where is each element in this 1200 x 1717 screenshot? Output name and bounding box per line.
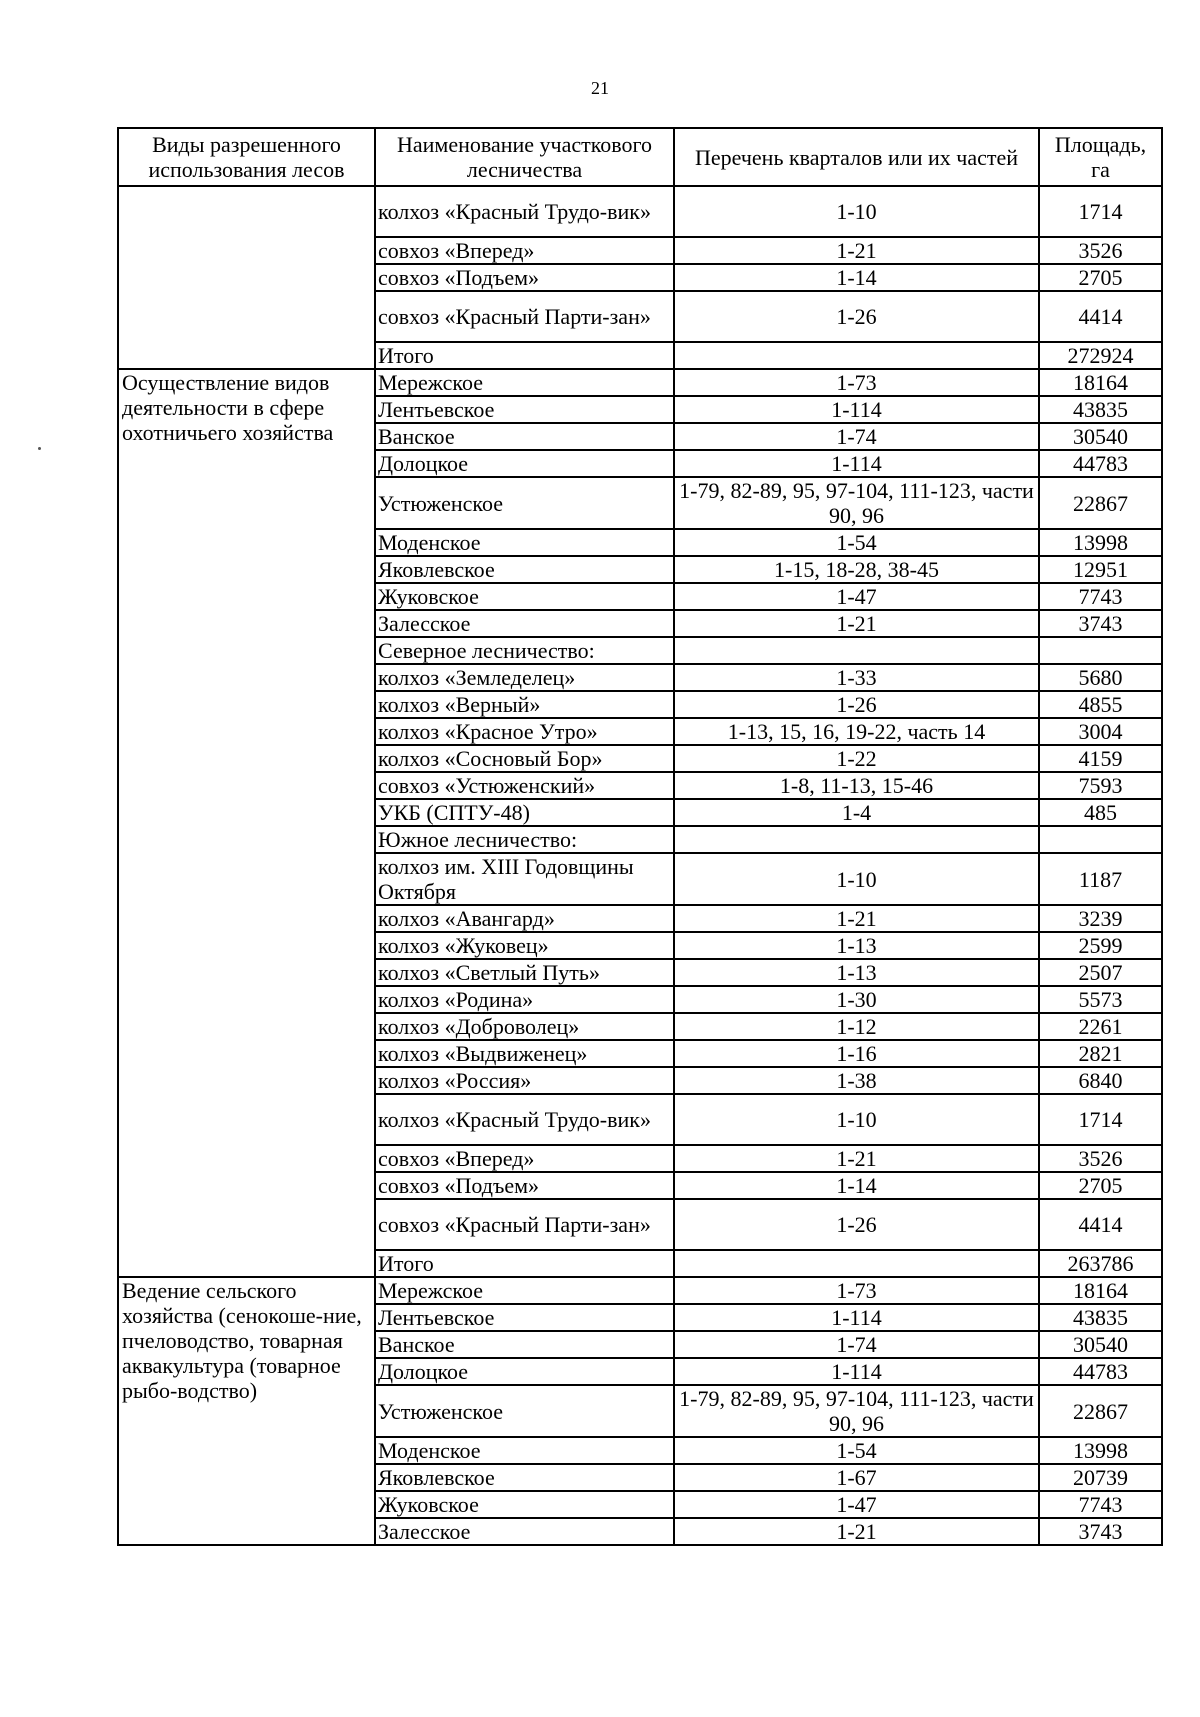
header-forestry: Наименование участкового лесничества bbox=[375, 128, 674, 186]
quarters-cell: 1-21 bbox=[674, 237, 1039, 264]
quarters-cell: 1-14 bbox=[674, 264, 1039, 291]
quarters-cell: 1-13 bbox=[674, 959, 1039, 986]
area-cell: 7743 bbox=[1039, 583, 1162, 610]
forestry-name-cell: Залесское bbox=[375, 610, 674, 637]
area-cell: 3004 bbox=[1039, 718, 1162, 745]
area-cell: 30540 bbox=[1039, 1331, 1162, 1358]
quarters-cell: 1-79, 82-89, 95, 97-104, 111-123, части 90, 96 bbox=[674, 1385, 1039, 1437]
area-cell: 1714 bbox=[1039, 186, 1162, 237]
quarters-cell bbox=[674, 826, 1039, 853]
quarters-cell: 1-14 bbox=[674, 1172, 1039, 1199]
area-cell: 272924 bbox=[1039, 342, 1162, 369]
area-cell: 4855 bbox=[1039, 691, 1162, 718]
forestry-name-cell: колхоз «Родина» bbox=[375, 986, 674, 1013]
table-row bbox=[118, 186, 1162, 237]
quarters-cell: 1-13 bbox=[674, 932, 1039, 959]
area-cell: 44783 bbox=[1039, 1358, 1162, 1385]
area-cell: 2599 bbox=[1039, 932, 1162, 959]
area-cell: 4159 bbox=[1039, 745, 1162, 772]
area-cell: 43835 bbox=[1039, 396, 1162, 423]
quarters-cell: 1-47 bbox=[674, 1491, 1039, 1518]
forestry-name-cell: Жуковское bbox=[375, 1491, 674, 1518]
forestry-name-cell: совхоз «Вперед» bbox=[375, 237, 674, 264]
quarters-cell: 1-114 bbox=[674, 450, 1039, 477]
quarters-cell: 1-54 bbox=[674, 1437, 1039, 1464]
forestry-name-cell: совхоз «Устюженский» bbox=[375, 772, 674, 799]
forestry-name-cell: УКБ (СПТУ-48) bbox=[375, 799, 674, 826]
area-cell: 22867 bbox=[1039, 477, 1162, 529]
quarters-cell: 1-73 bbox=[674, 1277, 1039, 1304]
area-cell bbox=[1039, 826, 1162, 853]
quarters-cell: 1-67 bbox=[674, 1464, 1039, 1491]
quarters-cell bbox=[674, 342, 1039, 369]
quarters-cell: 1-33 bbox=[674, 664, 1039, 691]
quarters-cell: 1-54 bbox=[674, 529, 1039, 556]
quarters-cell: 1-12 bbox=[674, 1013, 1039, 1040]
header-kind: Виды разрешенного использования лесов bbox=[118, 128, 375, 186]
area-cell: 13998 bbox=[1039, 1437, 1162, 1464]
forestry-name-cell: Устюженское bbox=[375, 1385, 674, 1437]
area-cell: 2705 bbox=[1039, 264, 1162, 291]
forestry-name-cell: Ванское bbox=[375, 1331, 674, 1358]
forestry-name-cell: совхоз «Подъем» bbox=[375, 1172, 674, 1199]
quarters-cell: 1-10 bbox=[674, 1094, 1039, 1145]
forest-use-table bbox=[117, 127, 1163, 1546]
quarters-cell: 1-114 bbox=[674, 1304, 1039, 1331]
area-cell: 485 bbox=[1039, 799, 1162, 826]
forestry-name-cell: Итого bbox=[375, 342, 674, 369]
area-cell: 1714 bbox=[1039, 1094, 1162, 1145]
use-kind-cell: Осуществление видов деятельности в сфере охотничьего хозяйства bbox=[118, 369, 375, 1277]
forestry-name-cell: колхоз им. XIII Годовщины Октября bbox=[375, 853, 674, 905]
area-cell: 22867 bbox=[1039, 1385, 1162, 1437]
forestry-name-cell: Мережское bbox=[375, 369, 674, 396]
forestry-name-cell: совхоз «Подъем» bbox=[375, 264, 674, 291]
area-cell: 5573 bbox=[1039, 986, 1162, 1013]
quarters-cell: 1-21 bbox=[674, 1518, 1039, 1545]
area-cell: 2507 bbox=[1039, 959, 1162, 986]
area-cell: 12951 bbox=[1039, 556, 1162, 583]
area-cell: 5680 bbox=[1039, 664, 1162, 691]
forestry-name-cell: Южное лесничество: bbox=[375, 826, 674, 853]
quarters-cell: 1-74 bbox=[674, 1331, 1039, 1358]
forestry-name-cell: Итого bbox=[375, 1250, 674, 1277]
header-quarters: Перечень кварталов или их частей bbox=[674, 128, 1039, 186]
scan-speck bbox=[38, 447, 41, 450]
forestry-name-cell: Долоцкое bbox=[375, 1358, 674, 1385]
area-cell: 1187 bbox=[1039, 853, 1162, 905]
forestry-name-cell: Яковлевское bbox=[375, 556, 674, 583]
area-cell: 3526 bbox=[1039, 237, 1162, 264]
area-cell: 3743 bbox=[1039, 610, 1162, 637]
area-cell: 7743 bbox=[1039, 1491, 1162, 1518]
quarters-cell: 1-114 bbox=[674, 396, 1039, 423]
forestry-name-cell: колхоз «Жуковец» bbox=[375, 932, 674, 959]
forestry-name-cell: Моденское bbox=[375, 529, 674, 556]
area-cell: 2821 bbox=[1039, 1040, 1162, 1067]
quarters-cell: 1-26 bbox=[674, 291, 1039, 342]
use-kind-cell bbox=[118, 186, 375, 369]
quarters-cell: 1-26 bbox=[674, 1199, 1039, 1250]
forestry-name-cell: колхоз «Выдвиженец» bbox=[375, 1040, 674, 1067]
forestry-name-cell: Лентьевское bbox=[375, 1304, 674, 1331]
area-cell: 30540 bbox=[1039, 423, 1162, 450]
page-number: 21 bbox=[591, 78, 609, 98]
forestry-name-cell: Северное лесничество: bbox=[375, 637, 674, 664]
forestry-name-cell: колхоз «Сосновый Бор» bbox=[375, 745, 674, 772]
quarters-cell bbox=[674, 1250, 1039, 1277]
area-cell: 20739 bbox=[1039, 1464, 1162, 1491]
quarters-cell: 1-21 bbox=[674, 1145, 1039, 1172]
area-cell: 18164 bbox=[1039, 1277, 1162, 1304]
quarters-cell: 1-8, 11-13, 15-46 bbox=[674, 772, 1039, 799]
table-row bbox=[118, 369, 1162, 396]
area-cell: 2705 bbox=[1039, 1172, 1162, 1199]
quarters-cell: 1-21 bbox=[674, 610, 1039, 637]
area-cell: 3526 bbox=[1039, 1145, 1162, 1172]
area-cell: 4414 bbox=[1039, 1199, 1162, 1250]
area-cell bbox=[1039, 637, 1162, 664]
area-cell: 263786 bbox=[1039, 1250, 1162, 1277]
quarters-cell: 1-4 bbox=[674, 799, 1039, 826]
forestry-name-cell: колхоз «Светлый Путь» bbox=[375, 959, 674, 986]
table-header-row bbox=[118, 128, 1162, 186]
forestry-name-cell: колхоз «Россия» bbox=[375, 1067, 674, 1094]
forestry-name-cell: Моденское bbox=[375, 1437, 674, 1464]
forestry-name-cell: совхоз «Красный Парти-зан» bbox=[375, 1199, 674, 1250]
forestry-name-cell: Устюженское bbox=[375, 477, 674, 529]
area-cell: 44783 bbox=[1039, 450, 1162, 477]
area-cell: 3239 bbox=[1039, 905, 1162, 932]
forestry-name-cell: Ванское bbox=[375, 423, 674, 450]
area-cell: 4414 bbox=[1039, 291, 1162, 342]
area-cell: 13998 bbox=[1039, 529, 1162, 556]
forestry-name-cell: Долоцкое bbox=[375, 450, 674, 477]
area-cell: 18164 bbox=[1039, 369, 1162, 396]
forestry-name-cell: Залесское bbox=[375, 1518, 674, 1545]
quarters-cell: 1-30 bbox=[674, 986, 1039, 1013]
quarters-cell: 1-10 bbox=[674, 186, 1039, 237]
area-cell: 3743 bbox=[1039, 1518, 1162, 1545]
forestry-name-cell: совхоз «Вперед» bbox=[375, 1145, 674, 1172]
forestry-name-cell: колхоз «Земледелец» bbox=[375, 664, 674, 691]
quarters-cell: 1-73 bbox=[674, 369, 1039, 396]
quarters-cell: 1-74 bbox=[674, 423, 1039, 450]
forestry-name-cell: колхоз «Красный Трудо-вик» bbox=[375, 186, 674, 237]
table-row bbox=[118, 1277, 1162, 1304]
quarters-cell: 1-79, 82-89, 95, 97-104, 111-123, части 90, 96 bbox=[674, 477, 1039, 529]
area-cell: 43835 bbox=[1039, 1304, 1162, 1331]
quarters-cell: 1-21 bbox=[674, 905, 1039, 932]
quarters-cell bbox=[674, 637, 1039, 664]
forestry-name-cell: Жуковское bbox=[375, 583, 674, 610]
forestry-name-cell: колхоз «Доброволец» bbox=[375, 1013, 674, 1040]
area-cell: 6840 bbox=[1039, 1067, 1162, 1094]
forestry-name-cell: Мережское bbox=[375, 1277, 674, 1304]
forestry-name-cell: колхоз «Авангард» bbox=[375, 905, 674, 932]
table-body bbox=[118, 186, 1162, 1545]
quarters-cell: 1-38 bbox=[674, 1067, 1039, 1094]
forestry-name-cell: Лентьевское bbox=[375, 396, 674, 423]
header-area: Площадь, га bbox=[1039, 128, 1162, 186]
forestry-name-cell: совхоз «Красный Парти-зан» bbox=[375, 291, 674, 342]
area-cell: 7593 bbox=[1039, 772, 1162, 799]
quarters-cell: 1-47 bbox=[674, 583, 1039, 610]
quarters-cell: 1-15, 18-28, 38-45 bbox=[674, 556, 1039, 583]
forestry-name-cell: колхоз «Красный Трудо-вик» bbox=[375, 1094, 674, 1145]
area-cell: 2261 bbox=[1039, 1013, 1162, 1040]
forestry-name-cell: колхоз «Верный» bbox=[375, 691, 674, 718]
quarters-cell: 1-114 bbox=[674, 1358, 1039, 1385]
quarters-cell: 1-22 bbox=[674, 745, 1039, 772]
forestry-name-cell: колхоз «Красное Утро» bbox=[375, 718, 674, 745]
quarters-cell: 1-10 bbox=[674, 853, 1039, 905]
quarters-cell: 1-26 bbox=[674, 691, 1039, 718]
quarters-cell: 1-13, 15, 16, 19-22, часть 14 bbox=[674, 718, 1039, 745]
forestry-name-cell: Яковлевское bbox=[375, 1464, 674, 1491]
use-kind-cell: Ведение сельского хозяйства (сенокоше-ние, пчеловодство, товарная аквакультура (товарное рыбо-водство) bbox=[118, 1277, 375, 1545]
quarters-cell: 1-16 bbox=[674, 1040, 1039, 1067]
